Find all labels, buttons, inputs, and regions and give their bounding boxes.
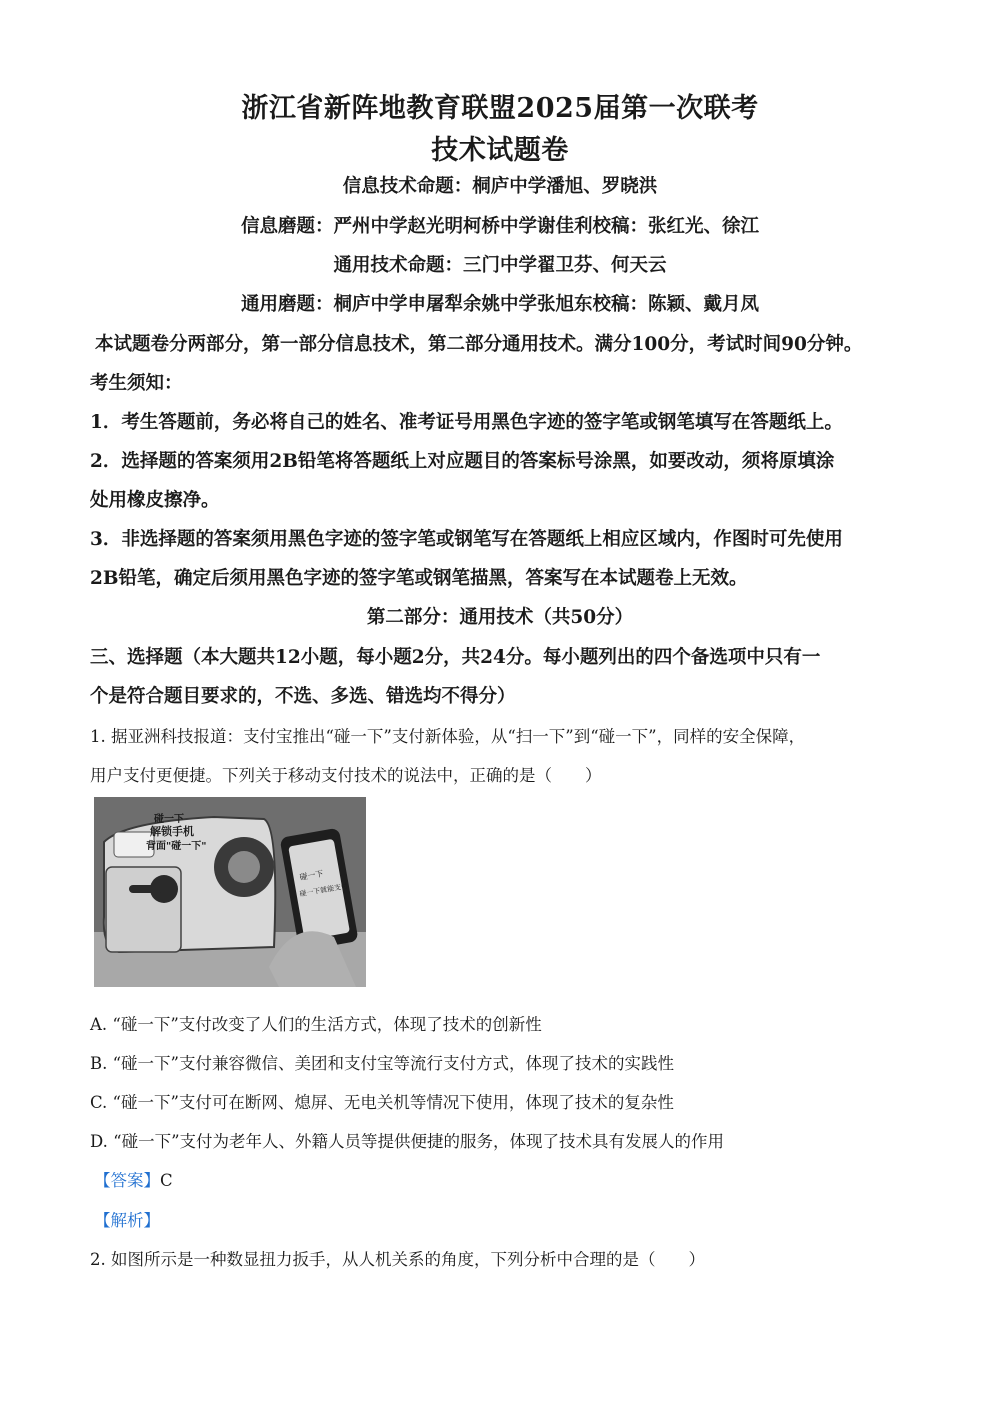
analysis-label: 解析 <box>110 1211 144 1230</box>
credit-line: 通用磨题：桐庐中学申屠犁余姚中学张旭东校稿：陈颖、戴月凤 <box>240 294 759 315</box>
intro-text: 本试题卷分两部分，第一部分信息技术，第二部分通用技术。满分100分，考试时间90分钟。 <box>95 334 863 355</box>
notice-heading: 考生须知： <box>90 373 183 394</box>
notice-item-2: 2．选择题的答案须用2B铅笔将答题纸上对应题目的答案标号涂黑，如要改动，须将原填涂 <box>90 451 835 472</box>
exam-title: 浙江省新阵地教育联盟2025届第一次联考 <box>241 93 759 124</box>
photo-card-text-1: 碰一下 <box>154 814 184 825</box>
option-c: C. “碰一下”支付可在断网、熄屏、无电关机等情况下使用，体现了技术的复杂性 <box>90 1093 674 1112</box>
section-three-heading-cont: 个是符合题目要求的，不选、多选、错选均不得分） <box>90 686 516 707</box>
answer-value: C <box>160 1171 173 1190</box>
option-b: B. “碰一下”支付兼容微信、美团和支付宝等流行支付方式，体现了技术的实践性 <box>90 1054 674 1073</box>
notice-item-1: 1．考生答题前，务必将自己的姓名、准考证号用黑色字迹的签字笔或钢笔填写在答题纸上。 <box>90 412 843 433</box>
notice-item-3-cont: 2B铅笔，确定后须用黑色字迹的签字笔或钢笔描黑，答案写在本试题卷上无效。 <box>90 568 748 589</box>
photo-card-text-3: 背面"碰一下" <box>146 841 207 852</box>
option-a: A. “碰一下”支付改变了人们的生活方式，体现了技术的创新性 <box>90 1015 542 1034</box>
question-1-stem-cont: 用户支付更便捷。下列关于移动支付技术的说法中，正确的是（ ） <box>90 766 602 785</box>
question-1-stem: 1. 据亚洲科技报道：支付宝推出“碰一下”支付新体验，从“扫一下”到“碰一下”，同样的安全保障， <box>90 727 806 746</box>
analysis-line: 【解析】 <box>94 1211 160 1230</box>
photo-phone-text-2: 碰一下就能支付 <box>298 881 349 899</box>
tap-to-pay-photo <box>94 797 366 987</box>
answer-line: 【答案】C <box>94 1171 173 1190</box>
notice-item-3: 3．非选择题的答案须用黑色字迹的签字笔或钢笔写在答题纸上相应区域内，作图时可先使用 <box>90 529 843 550</box>
part-two-title: 第二部分：通用技术（共50分） <box>366 607 634 628</box>
question-2-stem: 2. 如图所示是一种数显扭力扳手，从人机关系的角度，下列分析中合理的是（ ） <box>90 1250 705 1269</box>
photo-illustration <box>94 797 366 987</box>
credit-line: 信息磨题：严州中学赵光明柯桥中学谢佳利校稿：张红光、徐江 <box>240 216 759 237</box>
section-three-heading: 三、选择题（本大题共12小题，每小题2分，共24分。每小题列出的四个备选项中只有一 <box>90 647 821 668</box>
notice-item-2-cont: 处用橡皮擦净。 <box>90 490 220 511</box>
paper-subtitle: 技术试题卷 <box>431 135 569 166</box>
photo-card-text-2: 解锁手机 <box>150 825 194 838</box>
credit-line: 通用技术命题：三门中学翟卫芬、何天云 <box>333 255 667 276</box>
photo-phone-text-1: 碰一下 <box>298 869 325 883</box>
credit-line: 信息技术命题：桐庐中学潘旭、罗晓洪 <box>342 176 658 197</box>
option-d: D. “碰一下”支付为老年人、外籍人员等提供便捷的服务，体现了技术具有发展人的作用 <box>90 1132 725 1151</box>
answer-label: 答案 <box>110 1171 144 1190</box>
